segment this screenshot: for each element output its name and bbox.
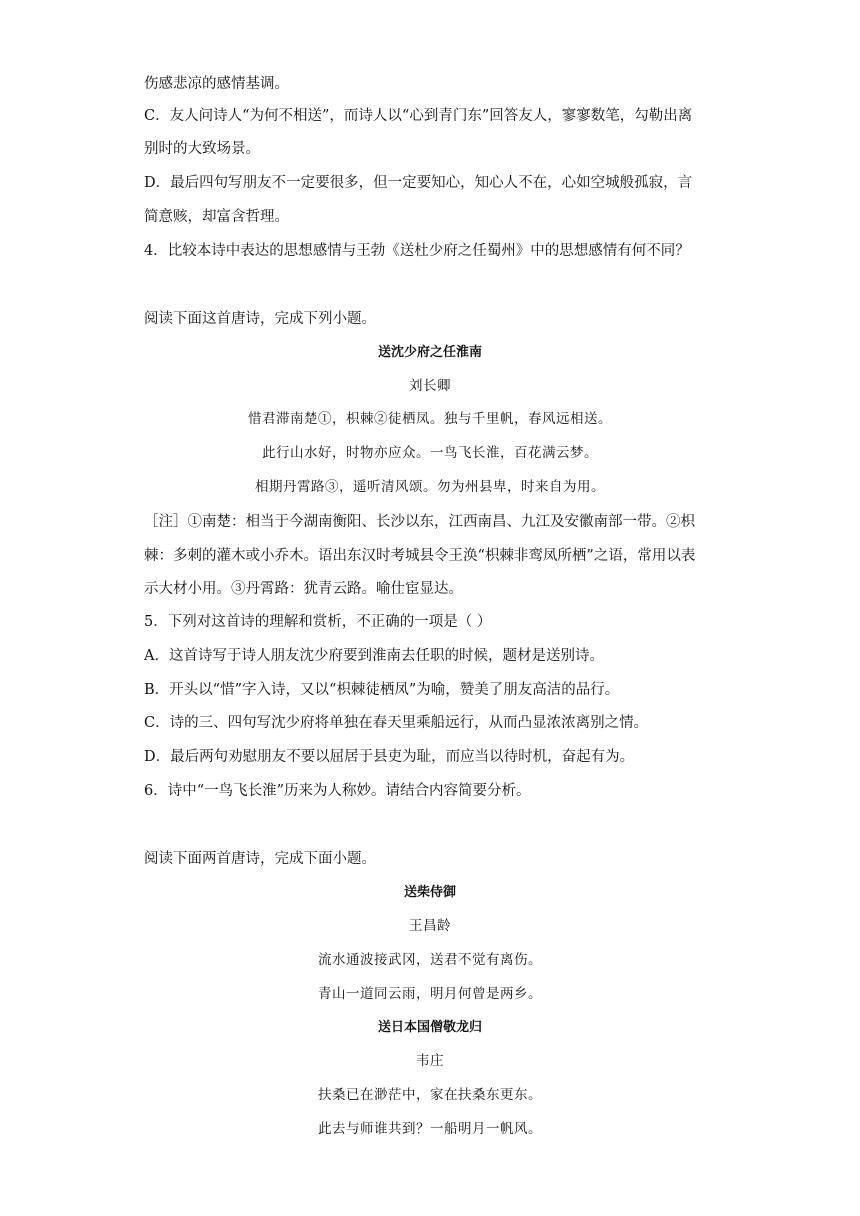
poem-author: 韦庄 — [416, 1053, 444, 1069]
question-4: 4．比较本诗中表达的思想感情与王勃《送杜少府之任蜀州》中的思想感情有何不同？ — [144, 243, 690, 259]
question-5: 5．下列对这首诗的理解和赏析，不正确的一项是（ ） — [144, 614, 492, 630]
option-c: C．友人问诗人“为何不相送”，而诗人以“心到青门东”回答友人，寥寥数笔，勾勒出离 — [144, 108, 693, 124]
poem-line: 此去与师谁共到？一船明月一帆风。 — [318, 1121, 542, 1137]
poem-line: 青山一道同云雨，明月何曾是两乡。 — [318, 986, 542, 1002]
poem-line: 惜君滞南楚①，枳棘②徒栖凤。独与千里帆，春风远相送。 — [248, 411, 612, 427]
option-a: A．这首诗写于诗人朋友沈少府要到淮南去任职的时候，题材是送别诗。 — [144, 648, 604, 664]
poem-line: 扶桑已在渺茫中，家在扶桑东更东。 — [318, 1087, 542, 1103]
poem-title: 送日本国僧敬龙归 — [377, 1020, 482, 1035]
poem-line: 此行山水好，时物亦应众。一鸟飞长淮，百花满云梦。 — [262, 445, 598, 461]
poem-title: 送沈少府之任淮南 — [377, 345, 482, 360]
option-d: D．最后两句劝慰朋友不要以屈居于县吏为耻，而应当以待时机，奋起有为。 — [144, 749, 635, 765]
note-line: 示大材小用。③丹霄路：犹青云路。喻仕宦显达。 — [144, 581, 463, 597]
section-intro: 阅读下面两首唐诗，完成下面小题。 — [144, 851, 376, 867]
text-line: 伤感悲凉的感情基调。 — [144, 76, 289, 92]
poem-title: 送柴侍御 — [403, 885, 456, 900]
text-line: 简意赅，却富含哲理。 — [144, 209, 289, 225]
note-line: 棘：多刺的灌木或小乔木。语出东汉时考城县令王涣“枳棘非鸾凤所栖”之语，常用以表 — [144, 548, 696, 564]
option-d: D．最后四句写朋友不一定要很多，但一定要知心，知心人不在，心如空城般孤寂，言 — [144, 175, 693, 191]
poem-line: 流水通波接武冈，送君不觉有离伤。 — [318, 952, 542, 968]
text-line: 别时的大致场景。 — [144, 141, 260, 157]
poem-line: 相期丹霄路③，遥听清风颂。勿为州县卑，时来自为用。 — [255, 479, 605, 495]
note-line: ［注］①南楚：相当于今湖南衡阳、长沙以东，江西南昌、九江及安徽南部一带。②枳 — [144, 514, 695, 530]
section-intro: 阅读下面这首唐诗，完成下列小题。 — [144, 311, 376, 327]
poem-author: 刘长卿 — [409, 378, 451, 394]
option-c: C．诗的三、四句写沈少府将单独在春天里乘船远行，从而凸显浓浓离别之情。 — [144, 715, 649, 731]
option-b: B．开头以“惜”字入诗，又以“枳棘徒栖凤”为喻，赞美了朋友高洁的品行。 — [144, 682, 620, 698]
question-6: 6．诗中“一鸟飞长淮”历来为人称妙。请结合内容简要分析。 — [144, 783, 531, 799]
poem-author: 王昌龄 — [409, 918, 451, 934]
